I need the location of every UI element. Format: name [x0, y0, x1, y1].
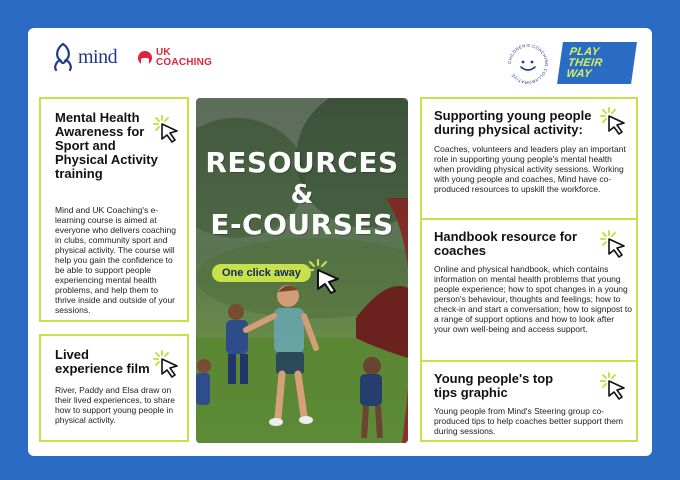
training-card-title: Mental Health Awareness for Sport and Physical Activity training — [55, 110, 158, 181]
svg-text:CHILDREN'S COACHING COLLABORAT — [507, 43, 549, 85]
supporting-card-body: Coaches, volunteers and leaders play an important role in supporting young people's mental health when providing physical activity sessions. Working with young people and coaches, Mind have co-produced resources to upskill the workforce. — [434, 144, 626, 194]
hero-title-line3: E-COURSES — [210, 208, 394, 241]
click-cursor-icon[interactable] — [306, 258, 346, 294]
childrens-coaching-collaborative-badge[interactable] — [506, 42, 550, 86]
hero-title-line2: & — [290, 180, 314, 210]
supporting-card-title: Supporting young people during physical activity: — [434, 108, 592, 137]
click-cursor-icon[interactable] — [153, 115, 181, 143]
ptw-line2: THEIR — [567, 56, 604, 69]
supporting-card[interactable] — [420, 97, 638, 234]
click-cursor-icon[interactable] — [153, 350, 181, 378]
uk-coaching-logo[interactable] — [138, 48, 212, 68]
training-card-body: Mind and UK Coaching's e-learning course is aimed at everyone who delivers coaching in clubs, community sport and physical activity. The course will help you gain the confidence to be able to support people experiencing mental health problems, and help them to thrive inside and outside of your sessions. — [55, 205, 176, 315]
collab-badge-text: CHILDREN'S COACHING COLLABORATIVE — [506, 42, 550, 86]
film-card[interactable] — [39, 334, 189, 442]
mind-logo-text: mind — [78, 45, 118, 68]
ptw-line3: WAY — [565, 67, 593, 80]
click-cursor-icon[interactable] — [600, 107, 628, 135]
tips-card-title: Young people's top tips graphic — [434, 371, 554, 400]
handbook-card[interactable] — [420, 218, 638, 374]
hero-photo[interactable] — [196, 98, 408, 443]
play-their-way-logo[interactable] — [557, 42, 637, 84]
film-card-body: River, Paddy and Elsa draw on their lived experiences, to share how to support young people in physical activity. — [55, 385, 176, 425]
handbook-card-title: Handbook resource for coaches — [434, 229, 578, 258]
tips-card-body: Young people from Mind's Steering group co-produced tips to help coaches better support them during sessions. — [434, 406, 624, 436]
uk-coaching-line2: COACHING — [156, 57, 213, 68]
click-cursor-icon[interactable] — [600, 372, 628, 400]
click-cursor-icon[interactable] — [600, 230, 628, 258]
hero-title-line1: RESOURCES — [205, 146, 399, 179]
tips-card[interactable] — [420, 360, 638, 442]
mind-logo[interactable] — [50, 42, 117, 72]
film-card-title: Lived experience film — [55, 347, 150, 376]
uk-coaching-logo-icon — [138, 51, 152, 65]
one-click-away-button[interactable]: One click away — [212, 264, 311, 282]
uk-coaching-line1: UK — [156, 47, 171, 58]
ptw-line1: PLAY — [568, 45, 601, 58]
logo-bar — [28, 28, 652, 98]
info-sheet — [28, 28, 652, 456]
mind-logo-icon — [50, 42, 76, 72]
training-card[interactable] — [39, 97, 189, 322]
handbook-card-body: Online and physical handbook, which contains information on mental health problems that young people experience; how to spot changes in a young person's behaviour, thoughts and feelings; how to check-in and start a conversation; how to signpost to a range of support options and how to look after your own well-being and access support. — [434, 264, 632, 334]
